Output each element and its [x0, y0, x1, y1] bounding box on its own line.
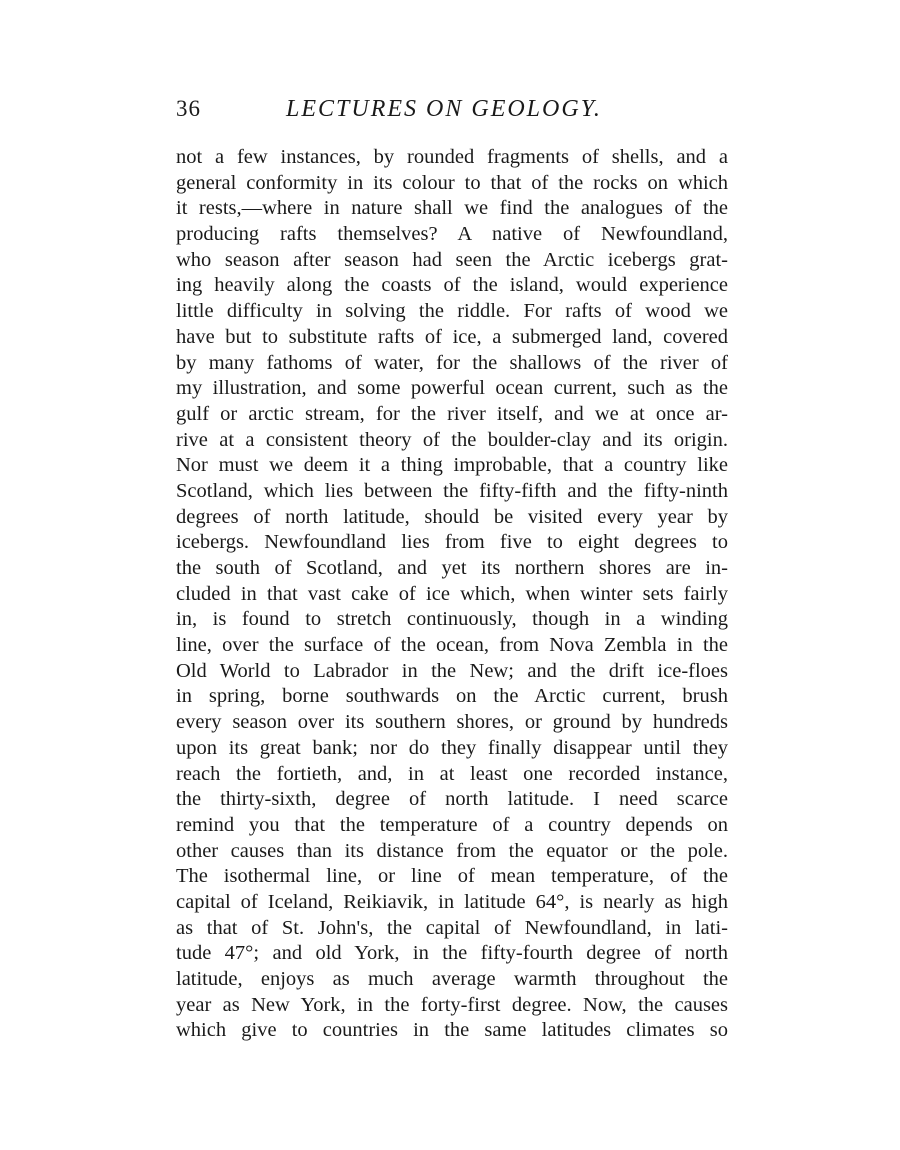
text-line: latitude, enjoys as much average warmth throughout the: [176, 968, 728, 990]
text-line: Scotland, which lies between the fifty-fifth and the fifty-ninth: [176, 479, 728, 502]
text-line: rive at a consistent theory of the boulder-clay and its origin.: [176, 428, 728, 451]
text-line: icebergs. Newfoundland lies from five to eight degrees to: [176, 531, 728, 554]
text-line: reach the fortieth, and, in at least one recorded instance,: [176, 762, 728, 785]
body-text: [176, 145, 728, 1044]
text-line: other causes than its distance from the equator or the pole.: [176, 839, 728, 862]
text-line: which give to countries in the same latitudes climates so: [176, 1019, 728, 1042]
running-title: LECTURES ON GEOLOGY.: [286, 96, 602, 122]
text-line: in, is found to stretch continuously, though in a winding: [176, 608, 728, 631]
text-line: Old World to Labrador in the New; and the drift ice-floes: [176, 659, 728, 682]
text-line: in spring, borne southwards on the Arctic current, brush: [176, 685, 728, 708]
text-line: cluded in that vast cake of ice which, when winter sets fairly: [176, 582, 728, 605]
text-line: tude 47°; and old York, in the fifty-fourth degree of north: [176, 942, 728, 965]
text-line: who season after season had seen the Arctic icebergs grat-: [176, 248, 728, 271]
text-line: general conformity in its colour to that of the rocks on which: [176, 171, 728, 194]
text-line: gulf or arctic stream, for the river itself, and we at once ar-: [176, 402, 728, 425]
page-header: [176, 96, 730, 130]
text-line: the thirty-sixth, degree of north latitude. I need scarce: [176, 788, 728, 811]
text-line: it rests,—where in nature shall we find the analogues of the: [176, 197, 728, 220]
text-line: producing rafts themselves? A native of Newfoundland,: [176, 223, 728, 246]
text-line: The isothermal line, or line of mean temperature, of the: [176, 865, 728, 888]
text-line: year as New York, in the forty-first degree. Now, the causes: [176, 993, 728, 1016]
text-line: every season over its southern shores, or ground by hundreds: [176, 711, 728, 734]
text-line: ing heavily along the coasts of the island, would experience: [176, 274, 728, 297]
text-line: line, over the surface of the ocean, from Nova Zembla in the: [176, 634, 728, 657]
text-line: my illustration, and some powerful ocean current, such as the: [176, 377, 728, 400]
text-line: Nor must we deem it a thing improbable, that a country like: [176, 454, 728, 477]
page-number: 36: [176, 96, 201, 121]
text-line: capital of Iceland, Reikiavik, in latitude 64°, is nearly as high: [176, 890, 728, 913]
text-line: remind you that the temperature of a country depends on: [176, 813, 728, 836]
text-line: upon its great bank; nor do they finally disappear until they: [176, 736, 728, 759]
text-line: not a few instances, by rounded fragments of shells, and a: [176, 146, 728, 168]
text-line: degrees of north latitude, should be visited every year by: [176, 505, 728, 528]
text-line: have but to substitute rafts of ice, a submerged land, covered: [176, 325, 728, 348]
text-line: the south of Scotland, and yet its northern shores are in-: [176, 557, 728, 579]
text-line: by many fathoms of water, for the shallows of the river of: [176, 351, 728, 374]
text-line: as that of St. John's, the capital of Newfoundland, in lati-: [176, 916, 728, 939]
text-line: little difficulty in solving the riddle. For rafts of wood we: [176, 300, 728, 323]
